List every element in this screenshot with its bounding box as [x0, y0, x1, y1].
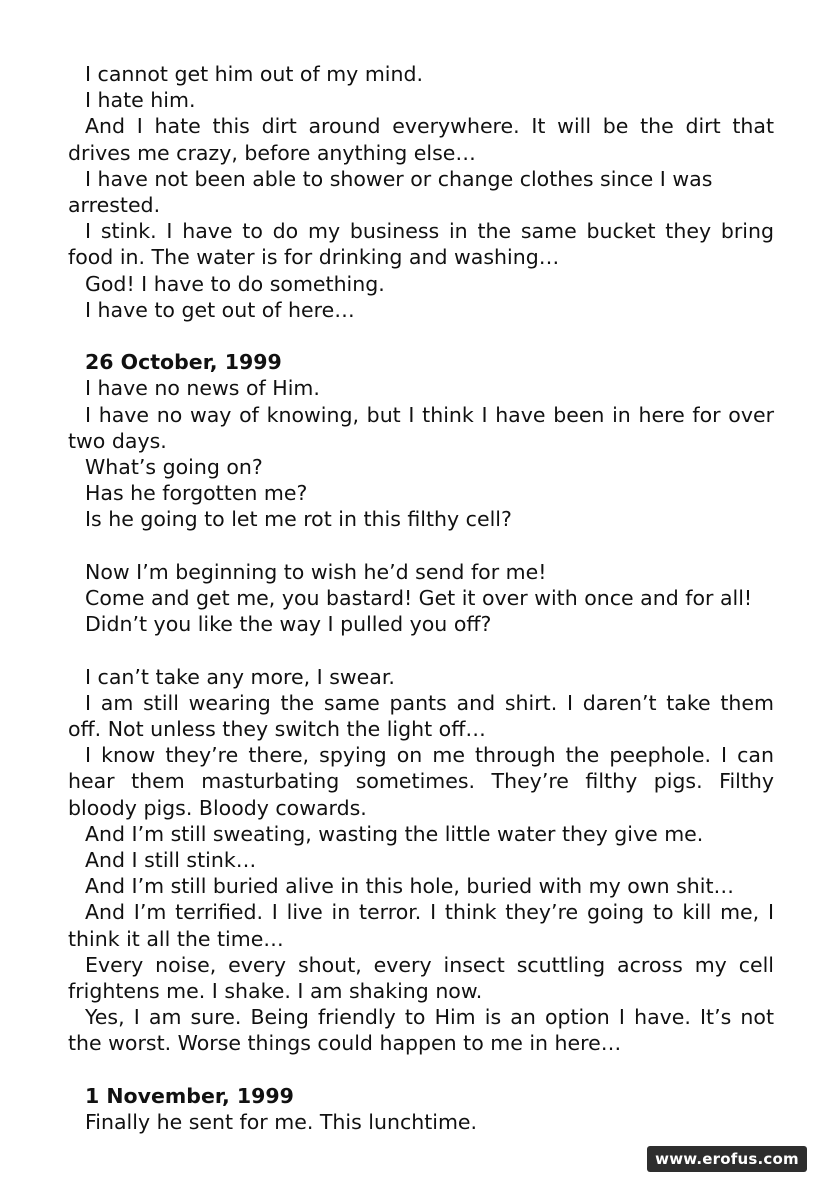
section-3 — [68, 1083, 774, 1135]
section-2 — [68, 349, 774, 1056]
paragraph: What’s going on? — [85, 455, 263, 480]
paragraph: I cannot get him out of my mind. — [85, 62, 423, 86]
paragraph: I can’t take any more, I swear. — [85, 664, 395, 689]
section-1 — [68, 61, 774, 323]
paragraph: Finally he sent for me. This lunchtime. — [85, 1110, 478, 1135]
document-body — [68, 61, 774, 1135]
paragraph: I am still wearing the same pants and shirt. I daren’t take them off. Not unless they switch the light off… — [68, 690, 774, 742]
section-spacer — [68, 1057, 774, 1083]
paragraph: Didn’t you like the way I pulled you off? — [85, 612, 492, 637]
paragraph-spacer — [68, 533, 774, 559]
paragraph: Every noise, every shout, every insect scuttling across my cell frightens me. I shake. I am shaking now. — [68, 952, 774, 1004]
paragraph: I hate him. — [85, 88, 196, 113]
paragraph: God! I have to do something. — [85, 271, 385, 296]
paragraph: Has he forgotten me? — [85, 481, 308, 506]
paragraph: I have no news of Him. — [85, 376, 320, 401]
paragraph: Come and get me, you bastard! Get it over with once and for all! — [85, 586, 753, 611]
entry-date-heading: 26 October, 1999 — [85, 350, 282, 375]
entry-date-heading: 1 November, 1999 — [85, 1083, 294, 1108]
paragraph: And I’m still sweating, wasting the little water they give me. — [85, 821, 704, 846]
watermark-logo: www.erofus.com — [647, 1146, 807, 1172]
section-spacer — [68, 323, 774, 349]
paragraph: Yes, I am sure. Being friendly to Him is an option I have. It’s not the worst. Worse things could happen to me in here… — [68, 1005, 774, 1056]
paragraph: I have to get out of here… — [85, 297, 355, 322]
paragraph: Is he going to let me rot in this filthy cell? — [85, 507, 512, 532]
paragraph: I stink. I have to do my business in the same bucket they bring food in. The water is for drinking and washing… — [68, 219, 774, 270]
paragraph: I have not been able to shower or change clothes since I was arrested. — [68, 166, 713, 218]
paragraph: And I hate this dirt around everywhere. It will be the dirt that drives me crazy, before anything else… — [68, 114, 774, 165]
paragraph: I know they’re there, spying on me through the peephole. I can hear them masturbating sometimes. They’re filthy pigs. Filthy bloody pigs. Bloody cowards. — [68, 743, 774, 820]
paragraph: Now I’m beginning to wish he’d send for me! — [85, 559, 547, 584]
paragraph: I have no way of knowing, but I think I have been in here for over two days. — [68, 402, 774, 453]
paragraph: And I’m still buried alive in this hole, buried with my own shit… — [85, 874, 735, 899]
paragraph: And I still stink… — [85, 848, 257, 873]
paragraph-spacer — [68, 637, 774, 663]
paragraph: And I’m terrified. I live in terror. I think they’re going to kill me, I think it all the time… — [68, 900, 774, 951]
